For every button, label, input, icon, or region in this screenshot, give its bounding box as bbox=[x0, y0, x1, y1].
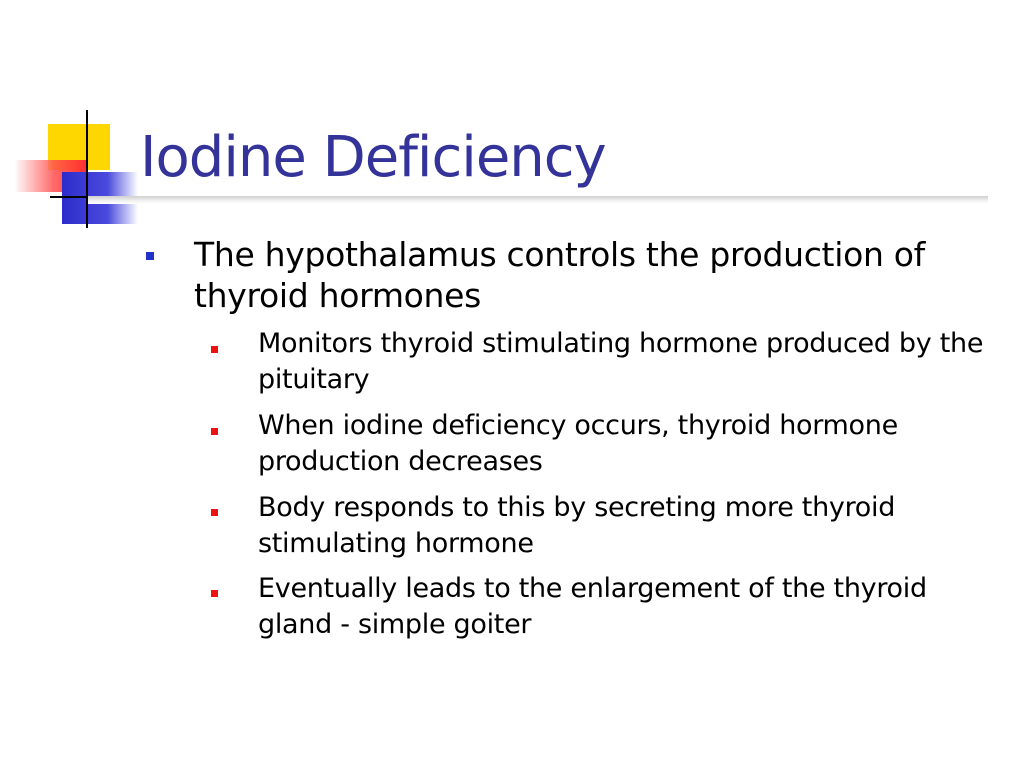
level2-bullet-text: Monitors thyroid stimulating hormone produced by the pituitary bbox=[258, 328, 984, 395]
level1-bullet-icon bbox=[146, 252, 154, 260]
level2-bullet-text: Body responds to this by secreting more thyroid stimulating hormone bbox=[258, 492, 896, 559]
level2-bullet-text: Eventually leads to the enlargement of the thyroid gland - simple goiter bbox=[258, 573, 927, 640]
level2-bullet-icon bbox=[211, 346, 218, 353]
level2-bullet-icon bbox=[211, 428, 218, 435]
level2-bullet-text: When iodine deficiency occurs, thyroid hormone production decreases bbox=[258, 410, 898, 477]
level1-bullet-text: The hypothalamus controls the production of thyroid hormones bbox=[194, 235, 925, 315]
level2-bullet-icon bbox=[211, 590, 218, 597]
level2-bullet-icon bbox=[211, 509, 218, 516]
slide-title: Iodine Deficiency bbox=[140, 125, 606, 190]
